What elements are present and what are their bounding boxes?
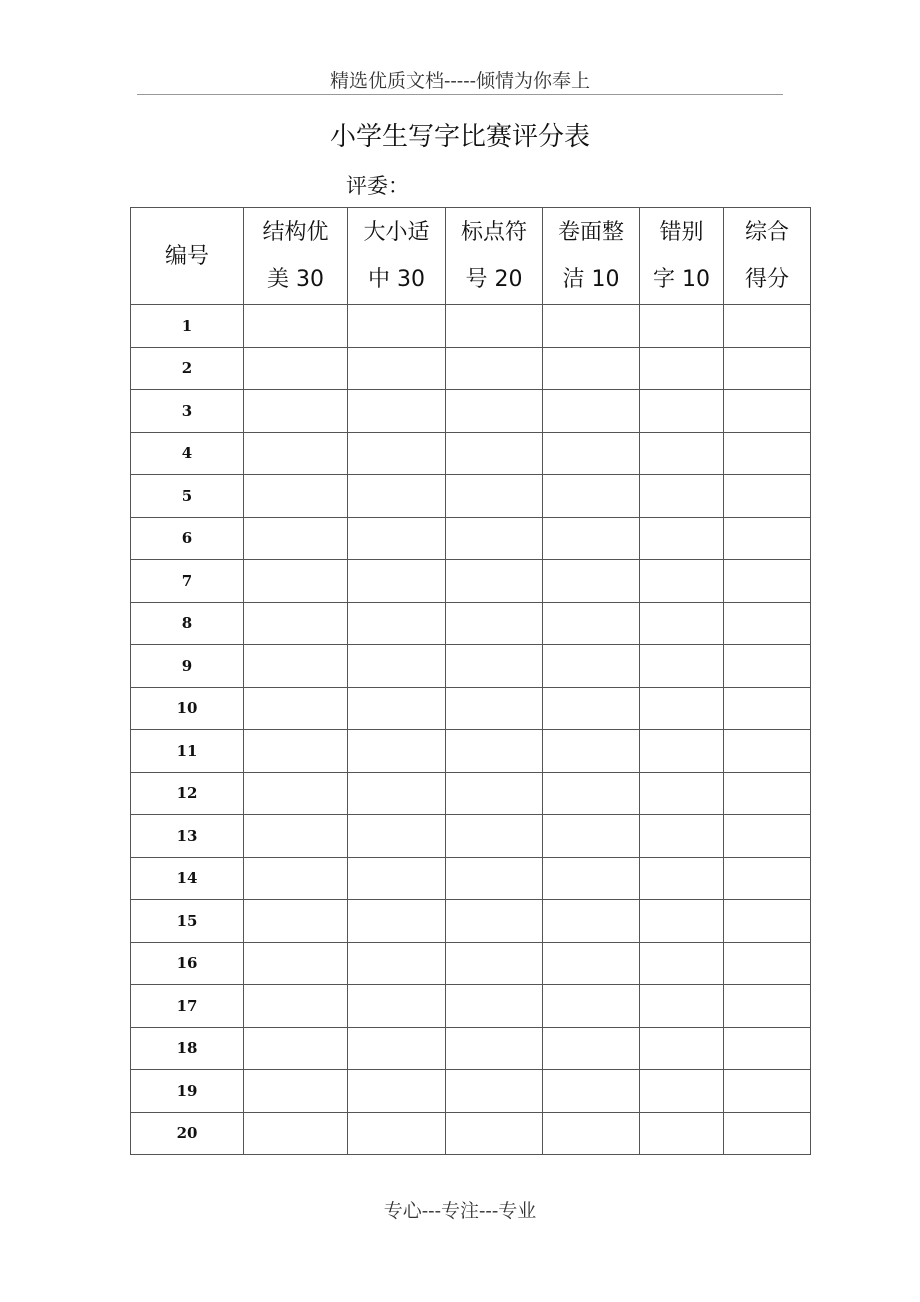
score-entry-cell[interactable] (348, 815, 446, 858)
score-entry-cell[interactable] (724, 730, 811, 773)
score-entry-cell[interactable] (543, 602, 640, 645)
header-neatness: 卷面整 洁 10 (543, 208, 640, 305)
table-row (131, 517, 811, 560)
score-entry-cell[interactable] (724, 1070, 811, 1113)
score-entry-cell[interactable] (348, 730, 446, 773)
row-number-cell: 7 (131, 560, 244, 603)
score-entry-cell[interactable] (348, 602, 446, 645)
score-entry-cell[interactable] (244, 432, 348, 475)
score-entry-cell[interactable] (446, 942, 543, 985)
score-entry-cell[interactable] (543, 517, 640, 560)
score-entry-cell[interactable] (446, 305, 543, 348)
score-table (130, 207, 811, 1155)
score-entry-cell[interactable] (640, 602, 724, 645)
score-entry-cell[interactable] (348, 1027, 446, 1070)
row-number-cell: 1 (131, 305, 244, 348)
score-entry-cell[interactable] (446, 772, 543, 815)
row-number-cell: 13 (131, 815, 244, 858)
score-entry-cell[interactable] (640, 560, 724, 603)
score-entry-cell[interactable] (543, 772, 640, 815)
score-entry-cell[interactable] (640, 432, 724, 475)
score-entry-cell[interactable] (543, 432, 640, 475)
row-number-cell: 15 (131, 900, 244, 943)
score-entry-cell[interactable] (543, 857, 640, 900)
score-entry-cell[interactable] (640, 985, 724, 1028)
score-entry-cell[interactable] (348, 305, 446, 348)
score-entry-cell[interactable] (446, 390, 543, 433)
row-number-cell: 9 (131, 645, 244, 688)
score-entry-cell[interactable] (348, 857, 446, 900)
table-row (131, 432, 811, 475)
table-row (131, 602, 811, 645)
score-entry-cell[interactable] (543, 1027, 640, 1070)
header-punctuation: 标点符 号 20 (446, 208, 543, 305)
score-entry-cell[interactable] (244, 602, 348, 645)
score-entry-cell[interactable] (543, 900, 640, 943)
score-entry-cell[interactable] (348, 347, 446, 390)
score-entry-cell[interactable] (244, 1027, 348, 1070)
table-row (131, 857, 811, 900)
row-number-cell: 6 (131, 517, 244, 560)
score-entry-cell[interactable] (640, 347, 724, 390)
score-entry-cell[interactable] (724, 1112, 811, 1155)
page-header-text: 精选优质文档-----倾情为你奉上 (329, 70, 591, 92)
row-number-cell: 4 (131, 432, 244, 475)
score-entry-cell[interactable] (348, 772, 446, 815)
score-entry-cell[interactable] (724, 942, 811, 985)
table-row (131, 942, 811, 985)
score-entry-cell[interactable] (244, 560, 348, 603)
score-entry-cell[interactable] (543, 390, 640, 433)
page-footer-text: 专心---专注---专业 (383, 1200, 537, 1222)
score-entry-cell[interactable] (724, 645, 811, 688)
score-entry-cell[interactable] (244, 900, 348, 943)
score-entry-cell[interactable] (640, 900, 724, 943)
score-entry-cell[interactable] (244, 815, 348, 858)
score-entry-cell[interactable] (348, 1070, 446, 1113)
header-structure: 结构优 美 30 (244, 208, 348, 305)
score-entry-cell[interactable] (640, 517, 724, 560)
score-entry-cell[interactable] (640, 1112, 724, 1155)
row-number-cell: 8 (131, 602, 244, 645)
score-entry-cell[interactable] (348, 645, 446, 688)
score-entry-cell[interactable] (244, 687, 348, 730)
score-entry-cell[interactable] (724, 602, 811, 645)
score-entry-cell[interactable] (640, 305, 724, 348)
table-row (131, 730, 811, 773)
score-entry-cell[interactable] (446, 602, 543, 645)
table-header-row (131, 208, 811, 305)
score-entry-cell[interactable] (244, 390, 348, 433)
table-row (131, 772, 811, 815)
score-entry-cell[interactable] (446, 475, 543, 518)
header-size: 大小适 中 30 (348, 208, 446, 305)
score-entry-cell[interactable] (348, 560, 446, 603)
judge-label: 评委： (346, 174, 409, 198)
score-entry-cell[interactable] (348, 432, 446, 475)
header-number: 编号 (131, 208, 244, 305)
score-entry-cell[interactable] (446, 645, 543, 688)
score-entry-cell[interactable] (348, 687, 446, 730)
row-number-cell: 11 (131, 730, 244, 773)
score-entry-cell[interactable] (543, 985, 640, 1028)
score-entry-cell[interactable] (244, 475, 348, 518)
table-row (131, 560, 811, 603)
score-entry-cell[interactable] (244, 985, 348, 1028)
table-row (131, 390, 811, 433)
score-entry-cell[interactable] (724, 857, 811, 900)
table-row (131, 900, 811, 943)
score-entry-cell[interactable] (724, 475, 811, 518)
score-entry-cell[interactable] (244, 645, 348, 688)
table-row (131, 1070, 811, 1113)
score-entry-cell[interactable] (446, 900, 543, 943)
row-number-cell: 20 (131, 1112, 244, 1155)
score-entry-cell[interactable] (724, 432, 811, 475)
header-divider (137, 94, 783, 95)
score-entry-cell[interactable] (446, 432, 543, 475)
score-entry-cell[interactable] (724, 985, 811, 1028)
score-entry-cell[interactable] (446, 1027, 543, 1070)
score-entry-cell[interactable] (640, 475, 724, 518)
score-entry-cell[interactable] (244, 942, 348, 985)
score-entry-cell[interactable] (446, 1070, 543, 1113)
header-total: 综合 得分 (724, 208, 811, 305)
score-entry-cell[interactable] (640, 815, 724, 858)
score-entry-cell[interactable] (543, 475, 640, 518)
score-entry-cell[interactable] (446, 517, 543, 560)
row-number-cell: 16 (131, 942, 244, 985)
table-row (131, 475, 811, 518)
score-entry-cell[interactable] (724, 347, 811, 390)
score-entry-cell[interactable] (543, 560, 640, 603)
score-entry-cell[interactable] (348, 390, 446, 433)
score-entry-cell[interactable] (446, 857, 543, 900)
score-entry-cell[interactable] (640, 390, 724, 433)
score-entry-cell[interactable] (640, 857, 724, 900)
score-entry-cell[interactable] (640, 730, 724, 773)
score-entry-cell[interactable] (446, 815, 543, 858)
row-number-cell: 18 (131, 1027, 244, 1070)
score-entry-cell[interactable] (640, 687, 724, 730)
score-entry-cell[interactable] (543, 1070, 640, 1113)
score-entry-cell[interactable] (348, 517, 446, 560)
table-row (131, 645, 811, 688)
score-entry-cell[interactable] (244, 1112, 348, 1155)
score-entry-cell[interactable] (724, 815, 811, 858)
row-number-cell: 10 (131, 687, 244, 730)
score-entry-cell[interactable] (724, 390, 811, 433)
score-entry-cell[interactable] (543, 347, 640, 390)
score-entry-cell[interactable] (640, 645, 724, 688)
score-entry-cell[interactable] (724, 687, 811, 730)
score-entry-cell[interactable] (348, 900, 446, 943)
row-number-cell: 17 (131, 985, 244, 1028)
score-entry-cell[interactable] (543, 305, 640, 348)
score-entry-cell[interactable] (244, 517, 348, 560)
score-entry-cell[interactable] (244, 772, 348, 815)
table-row (131, 1112, 811, 1155)
row-number-cell: 3 (131, 390, 244, 433)
score-entry-cell[interactable] (543, 815, 640, 858)
score-entry-cell[interactable] (543, 1112, 640, 1155)
score-entry-cell[interactable] (724, 1027, 811, 1070)
score-entry-cell[interactable] (446, 1112, 543, 1155)
document-title: 小学生写字比赛评分表 (329, 122, 590, 152)
score-entry-cell[interactable] (724, 900, 811, 943)
score-entry-cell[interactable] (244, 347, 348, 390)
score-entry-cell[interactable] (348, 985, 446, 1028)
row-number-cell: 2 (131, 347, 244, 390)
table-row (131, 985, 811, 1028)
score-entry-cell[interactable] (543, 730, 640, 773)
score-entry-cell[interactable] (446, 347, 543, 390)
score-entry-cell[interactable] (640, 942, 724, 985)
score-table-body (131, 305, 811, 1155)
score-entry-cell[interactable] (446, 730, 543, 773)
score-entry-cell[interactable] (543, 645, 640, 688)
score-entry-cell[interactable] (446, 687, 543, 730)
table-row (131, 305, 811, 348)
score-entry-cell[interactable] (244, 305, 348, 348)
header-typos: 错别 字 10 (640, 208, 724, 305)
score-entry-cell[interactable] (446, 985, 543, 1028)
score-entry-cell[interactable] (348, 475, 446, 518)
score-entry-cell[interactable] (446, 560, 543, 603)
score-entry-cell[interactable] (724, 517, 811, 560)
score-entry-cell[interactable] (348, 942, 446, 985)
row-number-cell: 14 (131, 857, 244, 900)
table-row (131, 347, 811, 390)
table-row (131, 815, 811, 858)
score-entry-cell[interactable] (543, 942, 640, 985)
row-number-cell: 5 (131, 475, 244, 518)
score-entry-cell[interactable] (244, 1070, 348, 1113)
table-row (131, 687, 811, 730)
score-entry-cell[interactable] (724, 772, 811, 815)
score-entry-cell[interactable] (640, 1027, 724, 1070)
table-row (131, 1027, 811, 1070)
score-entry-cell[interactable] (724, 560, 811, 603)
score-entry-cell[interactable] (244, 857, 348, 900)
score-entry-cell[interactable] (543, 687, 640, 730)
score-entry-cell[interactable] (244, 730, 348, 773)
row-number-cell: 19 (131, 1070, 244, 1113)
score-entry-cell[interactable] (640, 1070, 724, 1113)
row-number-cell: 12 (131, 772, 244, 815)
score-entry-cell[interactable] (348, 1112, 446, 1155)
score-entry-cell[interactable] (724, 305, 811, 348)
score-entry-cell[interactable] (640, 772, 724, 815)
